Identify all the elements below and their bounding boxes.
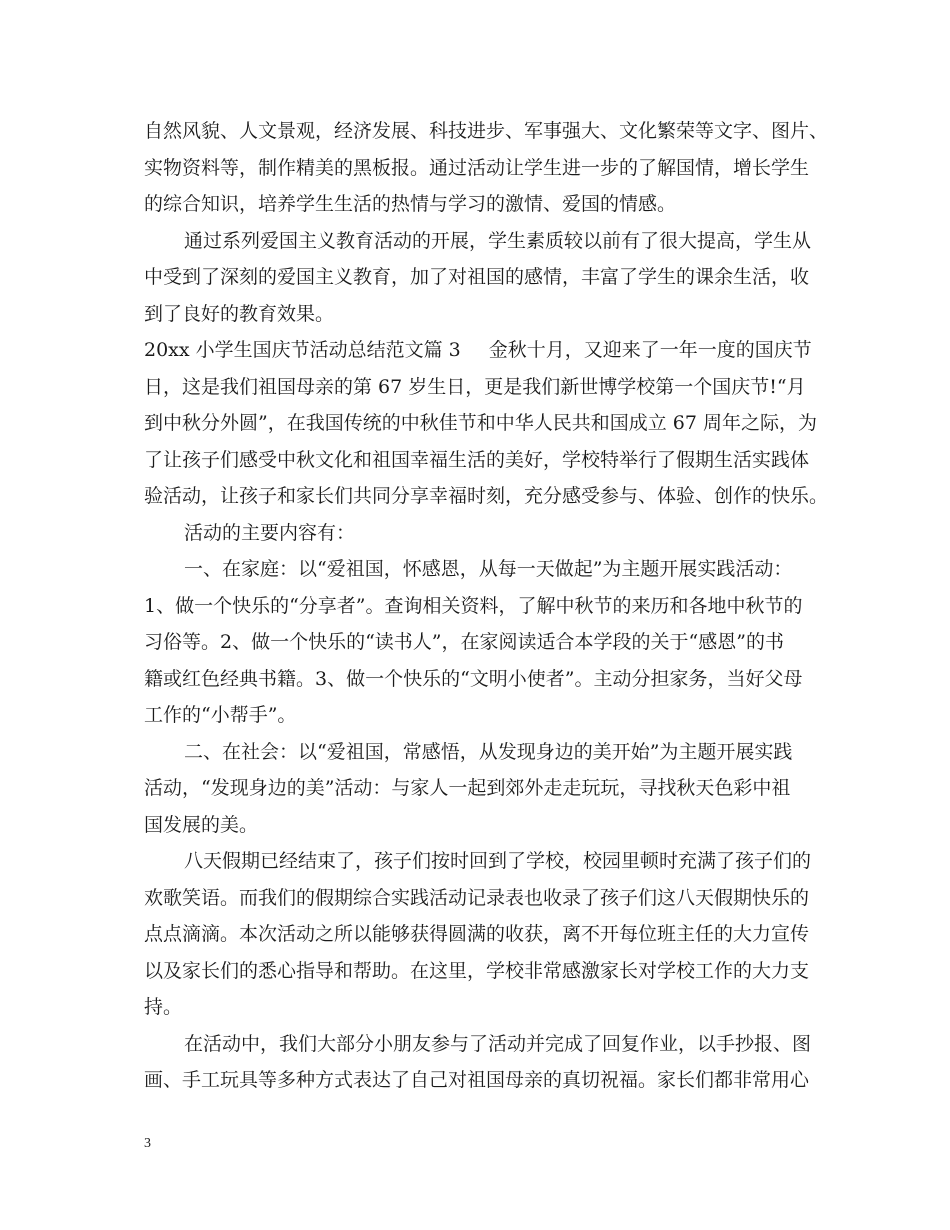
text-line: 欢歌笑语。而我们的假期综合实践活动记录表也收录了孩子们这八天假期快乐的 bbox=[144, 886, 810, 909]
text-line: 通过系列爱国主义教育活动的开展，学生素质较以前有了很大提高，学生从 bbox=[184, 229, 812, 252]
page-number: 3 bbox=[144, 1136, 151, 1151]
text-line: 以及家长们的悉心指导和帮助。在这里，学校非常感激家长对学校工作的大力支 bbox=[144, 959, 810, 982]
text-line: 日，这是我们祖国母亲的第 67 岁生日，更是我们新世博学校第一个国庆节!“月 bbox=[144, 375, 806, 398]
text-line: 点点滴滴。本次活动之所以能够获得圆满的收获，离不开每位班主任的大力宣传 bbox=[144, 923, 810, 945]
text-line: 一、在家庭：以“爱祖国，怀感恩，从每一天做起”为主题开展实践活动： bbox=[184, 558, 793, 580]
text-line: 持。 bbox=[144, 996, 183, 1018]
title-line bbox=[144, 332, 814, 369]
text-line: 验活动，让孩子和家长们共同分享幸福时刻，充分感受参与、体验、创作的快乐。 bbox=[144, 485, 829, 507]
text-line: 了让孩子们感受中秋文化和祖国幸福生活的美好，学校特举行了假期生活实践体 bbox=[144, 448, 810, 471]
text-line: 画、手工玩具等多种方式表达了自己对祖国母亲的真切祝福。家长们都非常用心 bbox=[144, 1069, 810, 1091]
text-line: 到中秋分外圆”，在我国传统的中秋佳节和中华人民共和国成立 67 周年之际，为 bbox=[144, 412, 817, 434]
text-line: 活动，“发现身边的美”活动：与家人一起到郊外走走玩玩，寻找秋天色彩中祖 bbox=[144, 777, 791, 799]
text-line: 自然风貌、人文景观，经济发展、科技进步、军事强大、文化繁荣等文字、图片、 bbox=[144, 120, 829, 142]
text-line: 中受到了深刻的爱国主义教育，加了对祖国的感情，丰富了学生的课余生活，收 bbox=[144, 266, 810, 288]
text-line: 八天假期已经结束了，孩子们按时回到了学校，校园里顿时充满了孩子们的 bbox=[184, 850, 812, 872]
text-line: 二、在社会：以“爱祖国，常感悟，从发现身边的美开始”为主题开展实践 bbox=[184, 740, 793, 763]
text-line: 习俗等。2、做一个快乐的“读书人”，在家阅读适合本学段的关于“感恩”的书 bbox=[144, 631, 784, 653]
text-line: 在活动中，我们大部分小朋友参与了活动并完成了回复作业，以手抄报、图 bbox=[184, 1032, 812, 1055]
text-line: 国发展的美。 bbox=[144, 813, 259, 836]
document-body bbox=[144, 113, 829, 1099]
text-line: 实物资料等，制作精美的黑板报。通过活动让学生进一步的了解国情，增长学生 bbox=[144, 156, 810, 179]
text-line: 籍或红色经典书籍。3、做一个快乐的“文明小使者”。主动分担家务，当好父母 bbox=[144, 667, 803, 690]
text-line: 的综合知识，培养学生生活的热情与学习的激情、爱国的情感。 bbox=[144, 193, 677, 215]
article-title: 20xx 小学生国庆节活动总结范文篇 3 bbox=[144, 339, 461, 361]
text-line: 活动的主要内容有： bbox=[184, 521, 356, 544]
text-line: 1、做一个快乐的“分享者”。查询相关资料，了解中秋节的来历和各地中秋节的 bbox=[144, 594, 803, 617]
text-line: 金秋十月，又迎来了一年一度的国庆节 bbox=[488, 339, 812, 361]
text-line: 到了良好的教育效果。 bbox=[144, 302, 335, 325]
text-line: 工作的“小帮手”。 bbox=[144, 704, 297, 726]
